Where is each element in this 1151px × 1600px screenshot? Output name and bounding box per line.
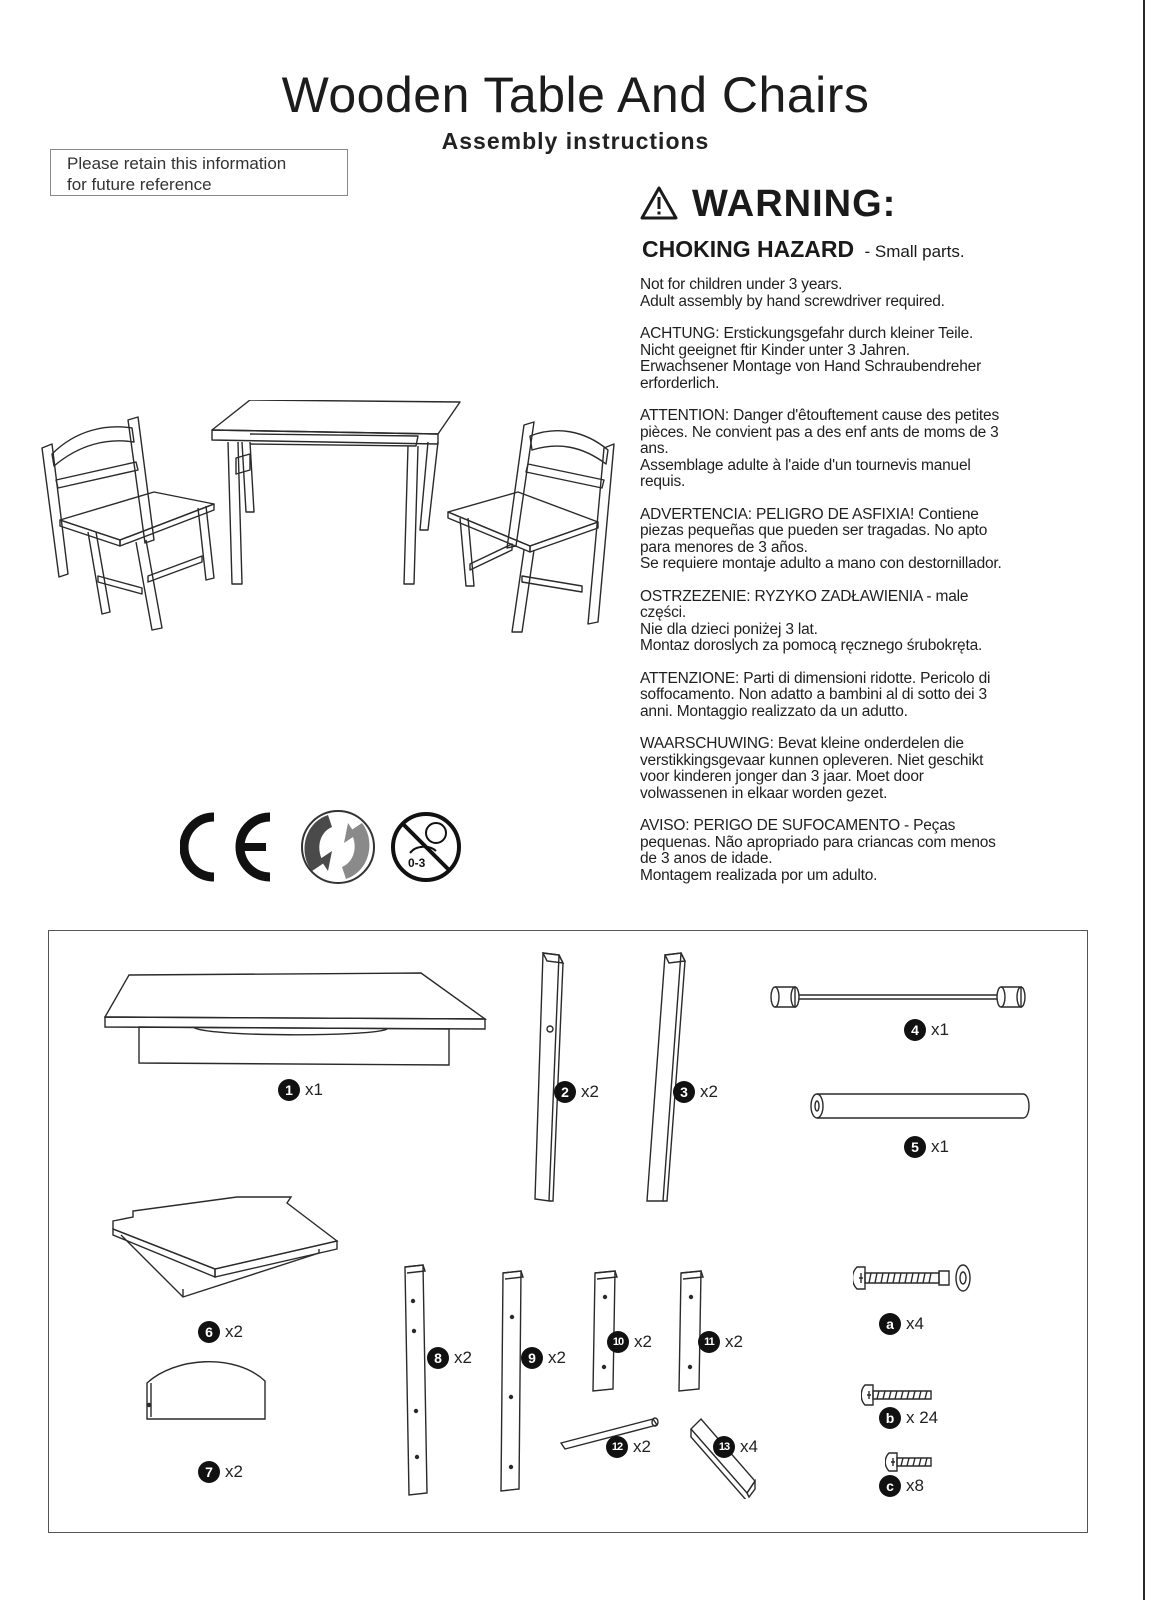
part-number-badge: a: [879, 1313, 901, 1335]
page-subtitle: Assembly instructions: [441, 128, 710, 154]
left-chair-illustration: [42, 417, 214, 630]
part-quantity: x4: [740, 1437, 758, 1456]
warning-line: requis.: [640, 473, 686, 490]
warning-block-spanish: [640, 507, 1090, 573]
warning-line: Not for children under 3 years.: [640, 276, 843, 293]
part-number-badge: 10: [607, 1331, 629, 1353]
part-10-label: [607, 1331, 652, 1353]
part-c-illustration: [885, 1451, 935, 1473]
part-7-illustration: [145, 1353, 271, 1421]
part-quantity: x1: [931, 1020, 949, 1039]
warning-line: Assemblage adulte à l'aide d'un tournevis manuel: [640, 456, 971, 474]
warning-triangle-icon: [640, 186, 678, 220]
part-a-illustration: [853, 1261, 983, 1295]
warning-line: ADVERTENCIA: PELIGRO DE ASFIXIA! Contiene: [640, 505, 979, 523]
part-2-illustration: [529, 949, 569, 1205]
part-number-badge: 11: [698, 1331, 720, 1353]
part-4-label: [904, 1019, 949, 1041]
warning-line: Montagem realizada por um adulto.: [640, 866, 878, 884]
warning-line: erforderlich.: [640, 374, 720, 392]
part-3-illustration: [643, 949, 689, 1205]
warning-line: ATTENTION: Danger d'êtouftement cause des petites: [640, 407, 1000, 424]
warning-line: piezas pequeñas que pueden ser tragadas. No apto: [640, 522, 988, 539]
part-number-badge: 7: [198, 1461, 220, 1483]
choking-hazard-sub: - Small parts.: [864, 242, 965, 261]
warning-line: Montaz doroslych za pomocą ręcznego śrubokręta.: [640, 637, 983, 654]
warning-line: de 3 anos de idade.: [640, 850, 773, 867]
warning-line: ans.: [640, 440, 669, 457]
right-chair-illustration: [448, 422, 614, 632]
table-illustration: [212, 400, 460, 584]
part-quantity: x 24: [906, 1408, 939, 1427]
warning-block-french: [640, 408, 1090, 491]
part-number-badge: 1: [278, 1079, 300, 1101]
part-2-label: [554, 1081, 599, 1103]
part-6-label: [198, 1321, 243, 1343]
warning-line: volwassenen in elkaar worden gezet.: [640, 784, 888, 802]
warning-block-polish: [640, 589, 1090, 655]
part-a-label: [879, 1313, 924, 1335]
part-quantity: x1: [931, 1137, 949, 1156]
part-b-illustration: [861, 1383, 935, 1407]
warning-heading-text: WARNING:: [692, 183, 897, 225]
part-quantity: x8: [906, 1476, 924, 1495]
part-1-illustration: [103, 971, 493, 1071]
part-c-label: [879, 1475, 924, 1497]
warning-line: OSTRZEZENIE: RYZYKO ZADŁAWIENIA - male: [640, 587, 969, 605]
choking-hazard: [642, 236, 965, 263]
warning-line: Nicht geeignet ftir Kinder unter 3 Jahren.: [640, 341, 910, 359]
part-number-badge: 5: [904, 1136, 926, 1158]
part-number-badge: b: [879, 1407, 901, 1429]
part-7-label: [198, 1461, 243, 1483]
part-quantity: x2: [633, 1437, 651, 1456]
warning-line: Se requiere montaje adulto a mano con destornillador.: [640, 555, 1002, 572]
green-dot-recycling-icon: [302, 811, 374, 883]
part-quantity: x2: [225, 1322, 243, 1341]
warning-block-dutch: [640, 736, 1090, 802]
warning-line: AVISO: PERIGO DE SUFOCAMENTO - Peças: [640, 817, 956, 834]
ce-mark-icon: [184, 817, 270, 877]
warning-heading: [640, 183, 896, 226]
part-9-label: [521, 1347, 566, 1369]
part-quantity: x1: [305, 1080, 323, 1099]
not-for-under-3-icon: [393, 814, 459, 880]
part-6-illustration: [111, 1193, 343, 1305]
part-11-label: [698, 1331, 743, 1353]
part-9-illustration: [497, 1267, 527, 1493]
warning-line: anni. Montaggio realizzato da un adutto.: [640, 702, 908, 720]
part-1-label: [278, 1079, 323, 1101]
certification-marks: [180, 805, 470, 895]
warning-block-italian: [640, 671, 1090, 721]
warning-block-portuguese: [640, 818, 1090, 884]
part-quantity: x2: [225, 1462, 243, 1481]
warning-line: WAARSCHUWING: Bevat kleine onderdelen die: [640, 735, 964, 752]
part-13-label: [713, 1436, 758, 1458]
part-quantity: x2: [725, 1332, 743, 1351]
part-quantity: x2: [700, 1082, 718, 1101]
part-number-badge: 8: [427, 1347, 449, 1369]
assembled-furniture-illustration: [36, 400, 636, 650]
part-5-label: [904, 1136, 949, 1158]
part-quantity: x2: [454, 1348, 472, 1367]
warning-line: ACHTUNG: Erstickungsgefahr durch kleiner Teile.: [640, 325, 974, 342]
part-number-badge: 4: [904, 1019, 926, 1041]
warning-line: pequenas. Não apropriado para criancas com menos: [640, 833, 996, 851]
part-8-illustration: [401, 1261, 431, 1499]
part-number-badge: 12: [606, 1436, 628, 1458]
part-8-label: [427, 1347, 472, 1369]
page-edge: [1143, 0, 1145, 1600]
part-number-badge: 3: [673, 1081, 695, 1103]
warning-line: voor kinderen jonger dan 3 jaar. Moet door: [640, 768, 924, 785]
warning-line: soffocamento. Non adatto a bambini al di sotto dei 3: [640, 686, 987, 703]
warning-line: Erwachsener Montage von Hand Schraubendreher: [640, 358, 982, 375]
part-12-label: [606, 1436, 651, 1458]
part-b-label: [879, 1407, 938, 1429]
retain-line-1: Please retain this information: [67, 154, 287, 173]
warning-line: pièces. Ne convient pas a des enf ants de moms de 3: [640, 423, 999, 441]
retain-notice: [50, 149, 348, 196]
warning-block-german: [640, 326, 1090, 392]
part-number-badge: 9: [521, 1347, 543, 1369]
part-4-illustration: [769, 981, 1029, 1013]
warning-texts: [640, 277, 1090, 900]
part-quantity: x2: [581, 1082, 599, 1101]
part-quantity: x2: [634, 1332, 652, 1351]
page-title: Wooden Table And Chairs: [281, 67, 870, 123]
part-number-badge: c: [879, 1475, 901, 1497]
warning-line: para menores de 3 años.: [640, 538, 808, 556]
part-number-badge: 13: [713, 1436, 735, 1458]
warning-line: ATTENZIONE: Parti di dimensioni ridotte. Pericolo di: [640, 669, 991, 687]
part-number-badge: 6: [198, 1321, 220, 1343]
warning-line: Nie dla dzieci poniżej 3 lat.: [640, 620, 818, 638]
part-3-label: [673, 1081, 718, 1103]
warning-line: Adult assembly by hand screwdriver required.: [640, 292, 945, 310]
warning-line: verstikkingsgevaar kunnen opleveren. Niet geschikt: [640, 751, 984, 769]
part-quantity: x4: [906, 1314, 924, 1333]
part-number-badge: 2: [554, 1081, 576, 1103]
retain-line-2: for future reference: [67, 175, 212, 194]
part-quantity: x2: [548, 1348, 566, 1367]
warning-line: części.: [640, 604, 686, 621]
part-5-illustration: [809, 1091, 1035, 1121]
choking-hazard-title: CHOKING HAZARD: [642, 236, 855, 262]
parts-list-panel: [48, 930, 1088, 1533]
warning-block-english: [640, 277, 1090, 310]
age-range-text: 0-3: [408, 856, 426, 870]
